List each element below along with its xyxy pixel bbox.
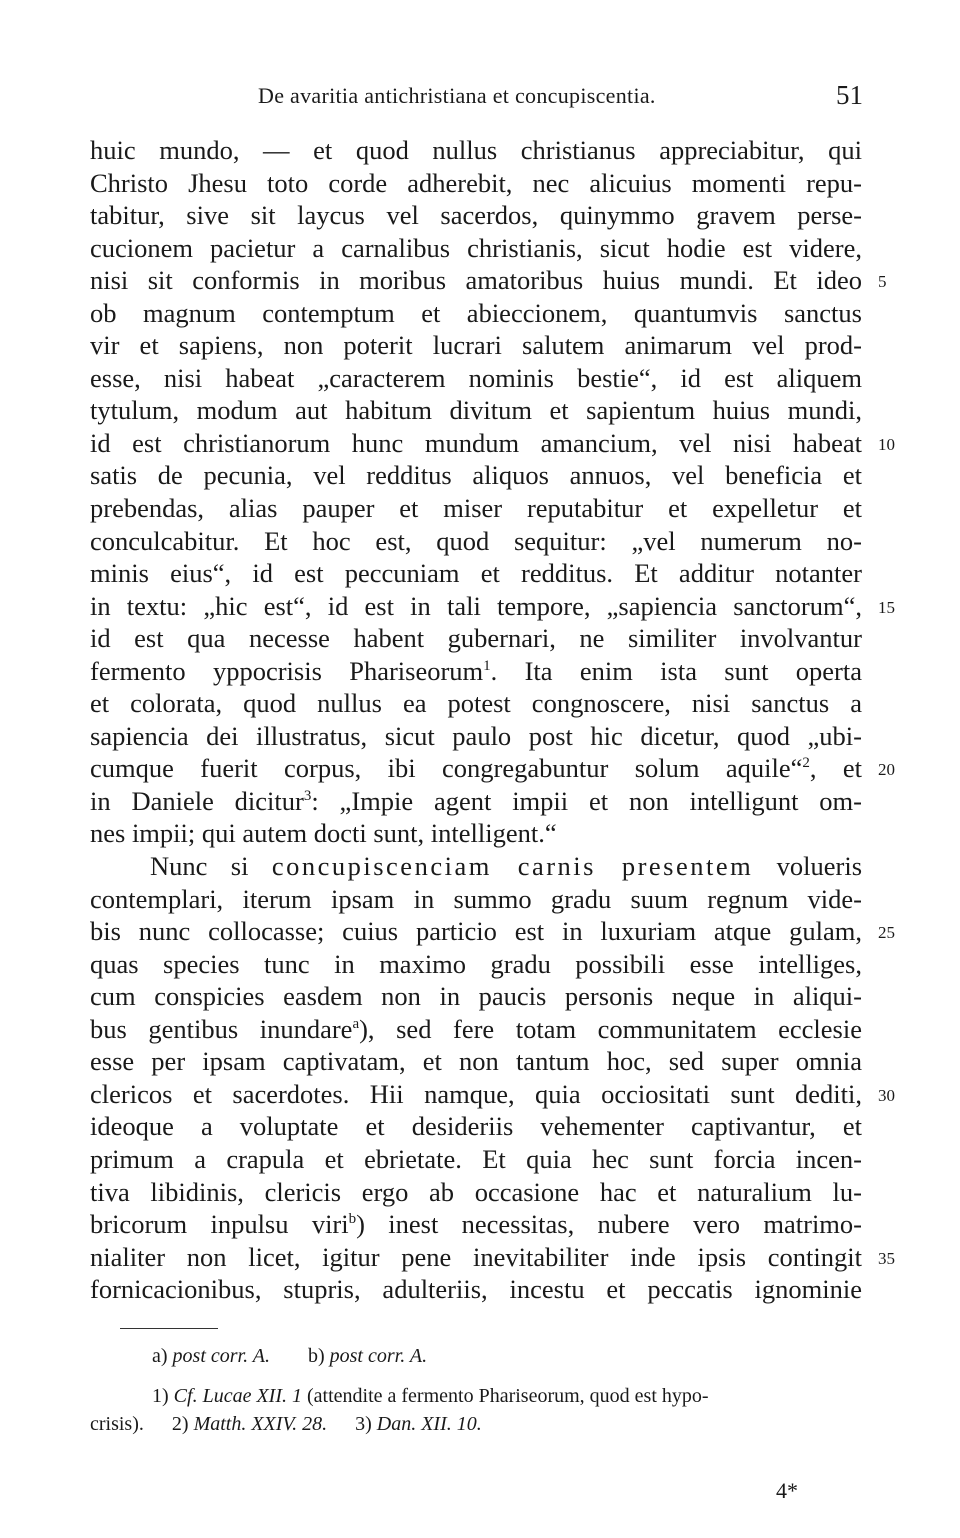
footnote-3-ref: Dan. XII. 10. — [376, 1413, 482, 1435]
line-text: clericos et sacerdotes. Hii namque, quia occiositati sunt dediti, — [90, 1078, 862, 1109]
footnote-reference: b — [348, 1211, 357, 1228]
text-line — [90, 557, 862, 590]
text-line — [90, 264, 887, 297]
critical-note-a-mark: a) — [152, 1345, 168, 1367]
line-text: conculcabitur. Et hoc est, quod sequitur: „vel numerum no- — [90, 525, 862, 556]
text-line — [90, 1143, 862, 1176]
text-line — [90, 1045, 862, 1078]
line-text: et colorata, quod nullus ea potest congnoscere, nisi sanctus a — [90, 688, 862, 719]
text-line — [90, 752, 895, 785]
text-line — [90, 362, 862, 395]
line-text: ob magnum contemptum et abieccionem, quantumvis sanctus — [90, 297, 862, 328]
text-line — [90, 785, 862, 818]
line-text-continued: volueris — [753, 851, 863, 882]
footnote-2-ref: Matth. XXIV. 28. — [193, 1413, 328, 1435]
line-text: sapiencia dei illustratus, sicut paulo post hic dicetur, quod „ubi- — [90, 720, 862, 751]
page-number: 51 — [836, 80, 863, 110]
line-text: in Daniele dicitur — [90, 785, 304, 816]
line-text: bis nunc collocasse; cuius particio est in luxuriam atque gulam, — [90, 916, 862, 947]
line-text: ideoque a voluptate et desideriis vehementer captivantur, et — [90, 1111, 862, 1142]
line-text: minis eius“, id est peccuniam et redditus. Et additur notanter — [90, 558, 862, 589]
line-text: Nunc si — [150, 851, 272, 882]
text-line — [90, 492, 862, 525]
text-line — [90, 1110, 862, 1143]
footnote-1-mark: 1) — [152, 1385, 169, 1407]
critical-note-b-mark: b) — [307, 1345, 325, 1367]
text-line — [90, 655, 862, 688]
footnote-separator — [120, 1328, 218, 1329]
text-line — [90, 1208, 862, 1241]
line-text: bricorum inpulsu viri — [90, 1209, 349, 1240]
line-number: 5 — [878, 272, 887, 292]
line-text: in textu: „hic est“, id est in tali tempore, „sapiencia sanctorum“, — [90, 590, 862, 621]
line-text-continued: ) inest necessitas, nubere vero matrimo- — [356, 1209, 862, 1240]
text-line — [90, 459, 862, 492]
line-text: nisi sit conformis in moribus amatoribus huius mundi. Et ideo — [90, 265, 862, 296]
line-text: tytulum, modum aut habitum divitum et sapientum huius mundi, — [90, 395, 862, 426]
line-number: 20 — [878, 760, 895, 780]
line-text: cumque fuerit corpus, ibi congregabuntur solum aquile“ — [90, 753, 803, 784]
line-text: fornicacionibus, stupris, adulteriis, incestu et peccatis ignominie — [90, 1274, 862, 1305]
line-number: 35 — [878, 1248, 895, 1268]
text-line — [90, 1013, 862, 1046]
footnote-reference: 1 — [483, 657, 491, 674]
line-text: fermento yppocrisis Phariseorum — [90, 655, 484, 686]
line-number: 10 — [878, 434, 895, 454]
footnote-reference: 3 — [303, 787, 312, 804]
line-text: primum a crapula et ebrietate. Et quia hec sunt forcia incen- — [90, 1143, 862, 1174]
footnote-line-2 — [90, 1412, 862, 1438]
text-line — [90, 134, 862, 167]
text-line — [90, 167, 862, 200]
line-text-continued: . Ita enim ista sunt operta — [490, 655, 862, 686]
text-line — [90, 590, 895, 623]
line-number: 30 — [878, 1085, 895, 1105]
line-text: nialiter non licet, igitur pene inevitabiliter inde ipsis contingit — [90, 1241, 862, 1272]
critical-note-b-text: post corr. A. — [329, 1345, 428, 1367]
footnote-3-mark: 3) — [355, 1413, 372, 1435]
footnote-reference: a — [352, 1015, 360, 1032]
text-line — [90, 915, 895, 948]
line-text: bus gentibus inundare — [90, 1013, 353, 1044]
text-line — [90, 427, 895, 460]
running-title: De avaritia antichristiana et concupiscentia. — [258, 83, 656, 108]
text-line — [90, 850, 862, 883]
line-text-continued: , et — [809, 753, 862, 784]
text-line — [90, 525, 862, 558]
text-line — [90, 1078, 895, 1111]
line-text: cum conspicies easdem non in paucis personis neque in aliqui- — [90, 981, 862, 1012]
signature-mark: 4* — [776, 1478, 798, 1503]
line-text: tiva libidinis, clericis ergo ab occasione hac et naturalium lu- — [90, 1176, 862, 1207]
line-text: Christo Jhesu toto corde adherebit, nec alicuius momenti repu- — [90, 167, 862, 198]
line-text: prebendas, alias pauper et miser reputabitur et expelletur et — [90, 493, 862, 524]
footnote-1-continued: crisis). — [90, 1413, 144, 1435]
footnote-1 — [152, 1384, 862, 1410]
page-header — [0, 80, 960, 116]
body-text — [90, 134, 895, 1306]
text-line — [90, 817, 862, 850]
line-text: esse, nisi habeat „caracterem nominis bestie“, id est aliquem — [90, 362, 862, 393]
text-line — [90, 980, 862, 1013]
line-text: nes impii; qui autem docti sunt, intelligent.“ — [90, 818, 557, 849]
line-text: huic mundo, — et quod nullus christianus appreciabitur, qui — [90, 135, 862, 165]
line-text: vir et sapiens, non poterit lucrari salutem animarum vel prod- — [90, 330, 862, 361]
footnote-2-mark: 2) — [171, 1413, 189, 1435]
text-line — [90, 329, 862, 362]
line-text: id est christianorum hunc mundum amancium, vel nisi habeat — [90, 427, 862, 458]
footnote-reference: 2 — [802, 755, 810, 772]
line-text: tabitur, sive sit laycus vel sacerdos, quinymmo gravem perse- — [90, 200, 862, 231]
line-text: quas species tunc in maximo gradu possibili esse intelliges, — [90, 948, 862, 979]
text-line — [90, 297, 862, 330]
line-text: satis de pecunia, vel redditus aliquos annuos, vel beneficia et — [90, 460, 862, 491]
text-line — [90, 948, 862, 981]
line-text-continued: : „Impie agent impii et non intelligunt om- — [311, 785, 862, 816]
line-text: cucionem pacietur a carnalibus christianis, sicut hodie est videre, — [90, 232, 862, 263]
text-line — [90, 1241, 895, 1274]
line-text: id est qua necesse habent gubernari, ne similiter involvantur — [90, 623, 862, 654]
footnote-1-ref: Cf. Lucae XII. 1 — [173, 1385, 302, 1407]
spaced-emphasis: concupiscenciam carnis presentem — [271, 851, 754, 882]
line-text: contemplari, iterum ipsam in summo gradu suum regnum vide- — [90, 883, 862, 914]
line-number: 25 — [878, 923, 895, 943]
text-line — [90, 1176, 862, 1209]
text-line — [90, 883, 862, 916]
footnote-1-text: (attendite a fermento Phariseorum, quod est hypo- — [306, 1385, 709, 1407]
text-line — [90, 720, 862, 753]
text-line — [90, 622, 862, 655]
text-line — [90, 1273, 862, 1306]
critical-notes — [152, 1344, 924, 1370]
notes — [90, 1344, 862, 1454]
line-text-continued: ), sed fere totam communitatem ecclesie — [359, 1013, 862, 1044]
text-line — [90, 232, 862, 265]
critical-note-a-text: post corr. A. — [172, 1345, 270, 1367]
line-text: esse per ipsam captivatam, et non tantum hoc, sed super omnia — [90, 1046, 862, 1077]
text-line — [90, 394, 862, 427]
line-number: 15 — [878, 597, 895, 617]
text-line — [90, 687, 862, 720]
text-line — [90, 199, 862, 232]
